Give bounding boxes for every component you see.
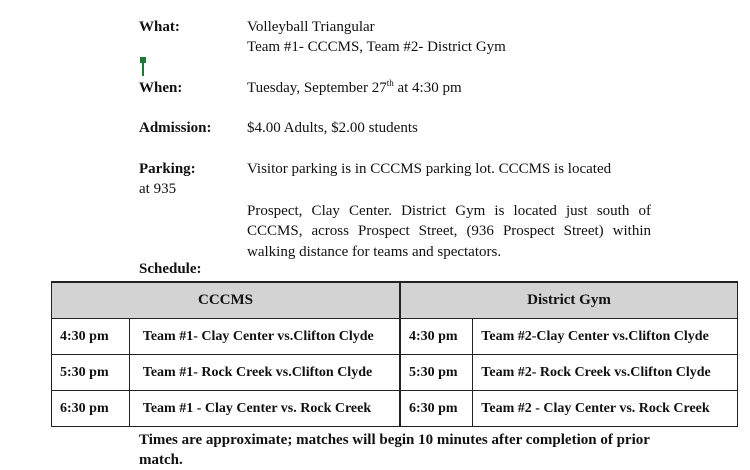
time-right: 6:30 pm <box>400 391 473 427</box>
time-left: 6:30 pm <box>52 391 130 427</box>
parking-paragraph: Prospect, Clay Center. District Gym is located just south of CCCMS, across Prospect Street, (936 Prospect Street) within walking distance for teams and spectators. <box>247 203 651 260</box>
match-left: Team #1- Clay Center vs.Clifton Clyde <box>129 319 400 355</box>
what-label: What: <box>139 19 180 35</box>
table-row <box>52 355 738 391</box>
when-date: Tuesday, September 27 <box>247 80 387 96</box>
parking-label: Parking: <box>139 161 196 177</box>
admission-value: $4.00 Adults, $2.00 students <box>247 120 418 136</box>
schedule-table <box>51 281 738 427</box>
text-cursor-marker <box>142 57 144 76</box>
when-value <box>247 80 462 97</box>
what-line-2: Team #1- CCCMS, Team #2- District Gym <box>247 39 506 55</box>
match-right: Team #2- Rock Creek vs.Clifton Clyde <box>473 355 738 391</box>
match-right: Team #2 - Clay Center vs. Rock Creek <box>473 391 738 427</box>
when-time: at 4:30 pm <box>393 80 462 96</box>
match-left: Team #1 - Clay Center vs. Rock Creek <box>129 391 400 427</box>
time-left: 5:30 pm <box>52 355 130 391</box>
time-right: 5:30 pm <box>400 355 473 391</box>
table-row <box>52 391 738 427</box>
match-right: Team #2-Clay Center vs.Clifton Clyde <box>473 319 738 355</box>
time-left: 4:30 pm <box>52 319 130 355</box>
when-date-suffix: th <box>386 78 394 88</box>
table-row <box>52 319 738 355</box>
parking-line-2: at 935 <box>139 181 177 197</box>
schedule-label: Schedule: <box>139 261 202 277</box>
parking-line-1: Visitor parking is in CCCMS parking lot. CCCMS is located <box>247 161 612 177</box>
timing-note: Times are approximate; matches will begin 10 minutes after completion of prior match. <box>139 432 650 468</box>
what-line-1: Volleyball Triangular <box>247 19 375 35</box>
header-district-gym: District Gym <box>400 282 738 319</box>
time-right: 4:30 pm <box>400 319 473 355</box>
admission-label: Admission: <box>139 120 212 136</box>
match-left: Team #1- Rock Creek vs.Clifton Clyde <box>129 355 400 391</box>
when-label: When: <box>139 80 183 96</box>
header-cccms: CCCMS <box>52 282 400 319</box>
schedule-header-row <box>52 282 738 319</box>
